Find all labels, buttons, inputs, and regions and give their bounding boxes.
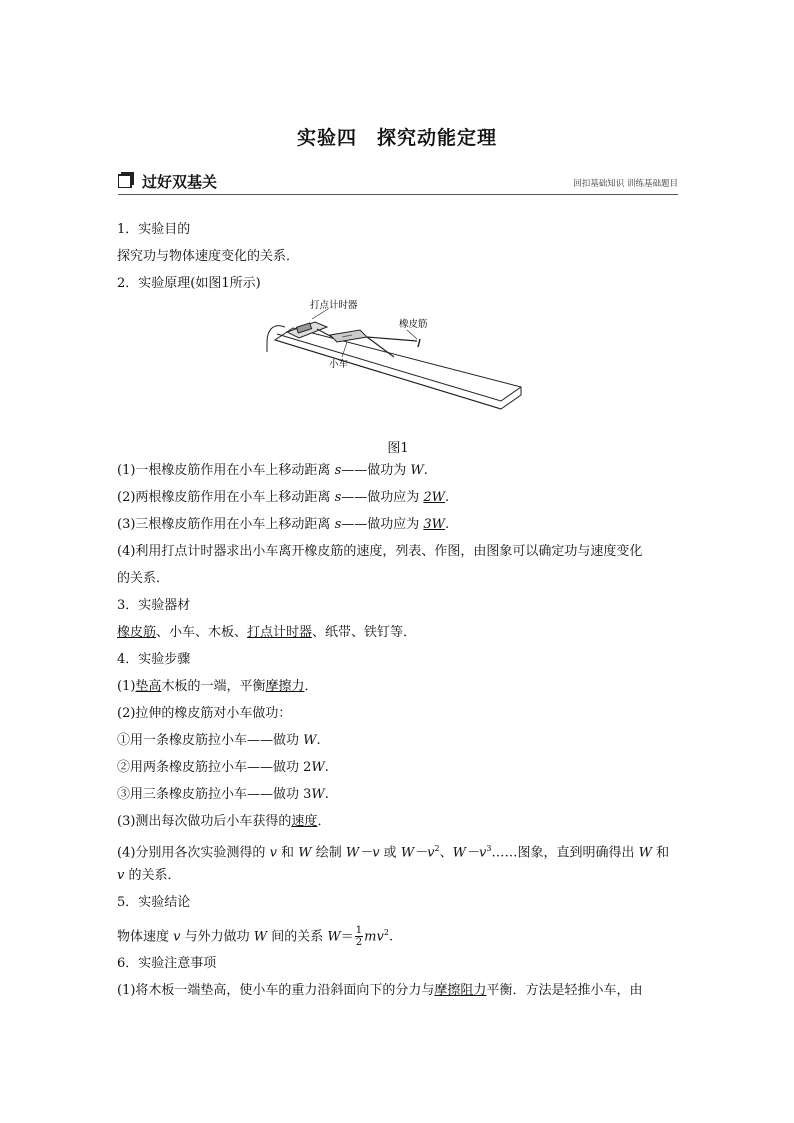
s4-st3-b: ． [317, 814, 331, 829]
s4-c3-w: W [311, 787, 325, 802]
s5-W2: W [327, 929, 341, 945]
label-timer: 打点计时器 [310, 300, 358, 311]
s3-item2: 打点计时器 [247, 625, 313, 640]
s2-p3-w: 3W [423, 517, 446, 532]
s3-item1: 橡皮筋 [117, 625, 157, 640]
page-title: 实验四 探究动能定理 [296, 127, 497, 149]
s4-heading: 4．实验步骤 [117, 652, 191, 667]
s5-heading: 5．实验结论 [117, 895, 191, 910]
s5-mv: mv [364, 929, 384, 945]
s4-step1 [117, 673, 679, 700]
s2-p2-s: s [334, 490, 342, 505]
s4-st4-W2: W [638, 845, 652, 861]
s5-W: W [253, 929, 268, 945]
s4-st1-u1: 垫高 [135, 679, 162, 694]
s2-p4-line2: 的关系． [117, 571, 170, 586]
s4-c3-end: . [324, 787, 329, 802]
cart [330, 330, 367, 342]
s5-c: 间的关系 [267, 929, 328, 945]
s5-end: . [388, 929, 394, 945]
label-cart: 小车 [329, 359, 349, 370]
banner-heading: 过好双基关 [142, 173, 218, 191]
s4-st3-a: (3)测出每次做功后小车获得的 [117, 814, 292, 829]
s4-st4-c: 绘制 [311, 845, 346, 861]
s4-c2-w: W [311, 760, 325, 775]
s5-eq: ＝ [340, 929, 354, 945]
s3-heading: 3．实验器材 [117, 598, 191, 613]
s4-st4-a: (4)分别用各次实验测得的 [117, 845, 270, 861]
s4-c2-a: ②用两条橡皮筋拉小车——做功 2 [117, 760, 312, 775]
s4-step4-line2 [117, 862, 679, 889]
s4-st4-f2: W－v [400, 845, 435, 861]
s4-c1-end: . [316, 733, 321, 748]
s2-p3-end: . [445, 517, 450, 532]
s4-st4-e: ……图象，直到明确得出 [491, 845, 639, 861]
s2-p2-a: (2)两根橡皮筋作用在小车上移动距离 [117, 490, 335, 505]
s4-c2-end: . [324, 760, 329, 775]
s4-st4-W: W [298, 845, 312, 861]
s2-p1-b: ——做功为 [341, 463, 411, 478]
s4-st4-b: 和 [276, 845, 299, 861]
s2-p1-s: s [334, 463, 342, 478]
s4-c1-a: ①用一条橡皮筋拉小车——做功 [117, 733, 304, 748]
s5-den: 2 [355, 937, 363, 949]
figure-1 [117, 297, 679, 457]
s2-p2-end: . [445, 490, 450, 505]
s4-st4-exp2: 2 [434, 844, 440, 853]
s4-step2: (2)拉伸的橡皮筋对小车做功： [117, 706, 292, 721]
s4-st1-b: 木板的一端，平衡 [161, 679, 266, 694]
s5-v: v [173, 929, 181, 945]
s4-st4-l2a: 的关系． [124, 868, 181, 883]
s4-st4-v2: v [117, 868, 125, 883]
s2-heading: 2．实验原理(如图1所示) [117, 276, 261, 291]
document-body [117, 216, 679, 1004]
s2-p3-s: s [334, 517, 342, 532]
s6-n1 [117, 977, 679, 1004]
leader-rubber [407, 330, 417, 339]
s4-st1-u2: 摩擦力 [265, 679, 305, 694]
s2-p2-b: ——做功应为 [341, 490, 424, 505]
s5-b: 与外力做功 [180, 929, 254, 945]
wooden-board [275, 328, 521, 409]
s2-p3 [117, 511, 679, 538]
s6-n1-b: 平衡．方法是轻推小车，由 [486, 983, 643, 998]
s4-c3 [117, 781, 679, 808]
s2-p4-line1: (4)利用打点计时器求出小车离开橡皮筋的速度，列表、作图，由图象可以确定功与速度变化 [117, 544, 643, 559]
s3-mid: 、小车、木板、 [156, 625, 248, 640]
s3-text [117, 619, 679, 646]
s6-heading: 6．实验注意事项 [117, 956, 217, 971]
apparatus-diagram [117, 297, 679, 437]
s1-heading: 1．实验目的 [117, 222, 191, 237]
banner-square-icon [118, 172, 134, 188]
s3-tail: 、纸带、铁钉等． [312, 625, 417, 640]
s4-st4-comma: 、 [439, 845, 453, 861]
section-banner [118, 172, 678, 195]
s5-text [117, 916, 679, 950]
s4-st4-f: 和 [651, 845, 670, 861]
s5-exp: 2 [383, 928, 389, 937]
s4-step3 [117, 808, 679, 835]
s4-st3-u: 速度 [291, 814, 318, 829]
s5-fraction [355, 925, 363, 948]
s4-st4-f1: W－v [345, 845, 380, 861]
s2-p3-b: ——做功应为 [341, 517, 424, 532]
s4-st1-a: (1) [117, 679, 136, 694]
s4-st4-exp3: 3 [486, 844, 492, 853]
figure-caption: 图1 [387, 441, 409, 456]
s1-text: 探究功与物体速度变化的关系． [117, 249, 300, 264]
s2-p1 [117, 457, 679, 484]
s2-p1-w: W [410, 463, 424, 478]
s2-p1-a: (1)一根橡皮筋作用在小车上移动距离 [117, 463, 335, 478]
s4-step4-line1 [117, 835, 679, 862]
s4-c2 [117, 754, 679, 781]
s4-st4-v: v [269, 845, 277, 861]
s2-p2 [117, 484, 679, 511]
label-rubber: 橡皮筋 [399, 319, 428, 330]
s2-p2-w: 2W [423, 490, 446, 505]
s6-n1-u: 摩擦阻力 [434, 983, 487, 998]
banner-subtitle: 回扣基础知识 训练基础题目 [573, 179, 678, 189]
s4-c1 [117, 727, 679, 754]
s2-p1-end: . [423, 463, 428, 478]
nail [418, 339, 420, 347]
s2-p3-a: (3)三根橡皮筋作用在小车上移动距离 [117, 517, 335, 532]
s4-st1-c: ． [304, 679, 318, 694]
s6-n1-a: (1)将木板一端垫高，使小车的重力沿斜面向下的分力与 [117, 983, 435, 998]
s4-c3-a: ③用三条橡皮筋拉小车——做功 3 [117, 787, 312, 802]
s5-num: 1 [355, 925, 363, 937]
s4-st4-f3: W－v [452, 845, 487, 861]
s5-a: 物体速度 [117, 929, 174, 945]
s4-c1-w: W [303, 733, 317, 748]
s4-st4-d: 或 [379, 845, 401, 861]
